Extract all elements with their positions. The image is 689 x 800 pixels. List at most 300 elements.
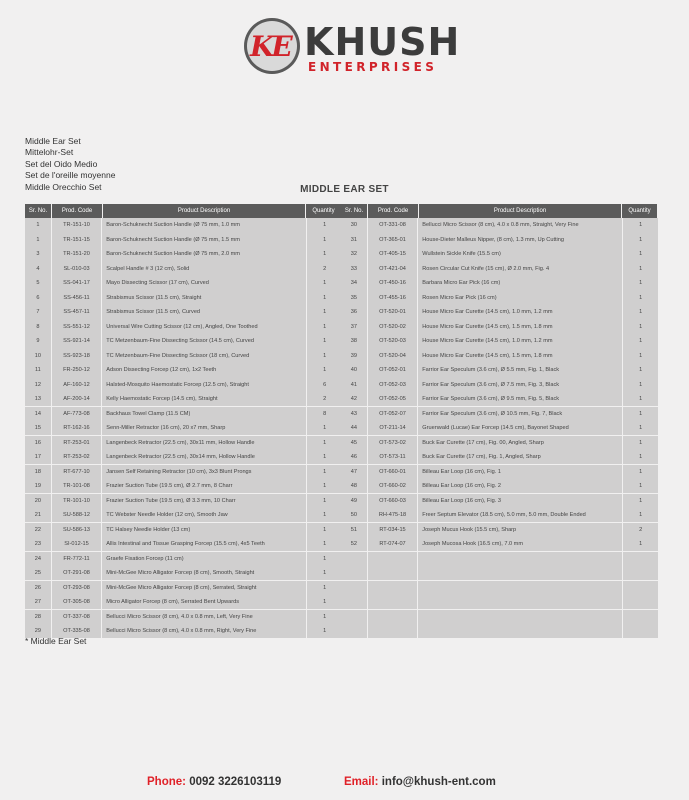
- table-row: [25, 291, 342, 305]
- cell-sr: 50: [341, 508, 367, 522]
- cell-code: OT-520-01: [368, 305, 418, 319]
- cell-desc: Farrior Ear Speculum (3.6 cm), Ø 9.5 mm, Fig. 5, Black: [418, 392, 622, 406]
- cell-sr: 26: [25, 581, 51, 595]
- table-row: [25, 566, 342, 580]
- cell-desc: Mayo Dissecting Scissor (17 cm), Curved: [102, 276, 306, 290]
- cell-qty: 8: [307, 407, 342, 421]
- table-row: [25, 436, 342, 450]
- table-row: [25, 247, 342, 261]
- cell-qty: 1: [307, 595, 342, 609]
- cell-code: OT-450-16: [368, 276, 418, 290]
- cell-qty: 1: [623, 233, 658, 247]
- table-row: [341, 276, 658, 290]
- cell-sr: [341, 581, 367, 595]
- cell-qty: 1: [623, 421, 658, 435]
- cell-sr: [341, 610, 367, 624]
- table-row: [341, 218, 658, 232]
- header-sr: Sr. No.: [25, 204, 51, 218]
- cell-desc: House Micro Ear Curette (14.5 cm), 1.5 mm, 1.8 mm: [418, 320, 622, 334]
- empty-row: [341, 552, 658, 566]
- cell-desc: Bellucci Micro Scissor (8 cm), 4.0 x 0.8 mm, Left, Very Fine: [102, 610, 306, 624]
- cell-sr: 39: [341, 349, 367, 363]
- cell-desc: Freer Septum Elevator (18.5 cm), 5.0 mm, 5.0 mm, Double Ended: [418, 508, 622, 522]
- brand-logo: [244, 18, 461, 78]
- cell-qty: 2: [307, 392, 342, 406]
- cell-desc: Rosen Micro Ear Pick (16 cm): [418, 291, 622, 305]
- cell-code: RT-677-10: [52, 465, 102, 479]
- cell-sr: 5: [25, 276, 51, 290]
- cell-qty: [623, 581, 658, 595]
- email-address: info@khush-ent.com: [381, 776, 496, 788]
- cell-code: OT-573-11: [368, 450, 418, 464]
- cell-desc: Mini-McGee Micro Alligator Forcep (8 cm), Serrated, Straight: [102, 581, 306, 595]
- cell-code: TR-101-10: [52, 494, 102, 508]
- cell-code: OT-455-16: [368, 291, 418, 305]
- cell-qty: 1: [623, 465, 658, 479]
- cell-code: OT-365-01: [368, 233, 418, 247]
- cell-desc: House Micro Ear Curette (14.5 cm), 1.0 mm, 1.2 mm: [418, 305, 622, 319]
- table-row: [341, 465, 658, 479]
- cell-qty: 1: [623, 407, 658, 421]
- table-row: [341, 407, 658, 421]
- cell-desc: Strabismus Scissor (11.5 cm), Curved: [102, 305, 306, 319]
- cell-qty: 1: [307, 479, 342, 493]
- table-row: [341, 523, 658, 537]
- cell-sr: 44: [341, 421, 367, 435]
- table-row: [25, 392, 342, 406]
- set-name-en: Middle Ear Set: [25, 136, 81, 146]
- cell-qty: 1: [307, 334, 342, 348]
- cell-desc: Joseph Mucosa Hook (16.5 cm), 7.0 mm: [418, 537, 622, 551]
- cell-code: OT-660-02: [368, 479, 418, 493]
- cell-desc: Senn-Miller Retractor (16 cm), 20 x7 mm, Sharp: [102, 421, 306, 435]
- cell-sr: 13: [25, 392, 51, 406]
- cell-code: SS-041-17: [52, 276, 102, 290]
- cell-sr: 12: [25, 378, 51, 392]
- cell-sr: 22: [25, 523, 51, 537]
- table-row: [341, 320, 658, 334]
- empty-row: [341, 566, 658, 580]
- cell-code: AF-200-14: [52, 392, 102, 406]
- table-row: [341, 233, 658, 247]
- cell-code: SL-010-03: [52, 262, 102, 276]
- cell-code: RT-253-02: [52, 450, 102, 464]
- cell-desc: Farrior Ear Speculum (3.6 cm), Ø 7.5 mm, Fig. 3, Black: [418, 378, 622, 392]
- table-row: [25, 450, 342, 464]
- cell-sr: 17: [25, 450, 51, 464]
- cell-qty: [623, 566, 658, 580]
- cell-qty: 1: [307, 523, 342, 537]
- cell-qty: 1: [307, 276, 342, 290]
- cell-sr: 38: [341, 334, 367, 348]
- table-row: [25, 479, 342, 493]
- empty-row: [341, 624, 658, 638]
- cell-qty: 1: [623, 320, 658, 334]
- cell-sr: 7: [25, 305, 51, 319]
- cell-qty: 1: [307, 247, 342, 261]
- cell-sr: 34: [341, 276, 367, 290]
- cell-code: TR-151-10: [52, 218, 102, 232]
- cell-code: SI-012-15: [52, 537, 102, 551]
- cell-code: AF-773-08: [52, 407, 102, 421]
- cell-qty: 1: [307, 305, 342, 319]
- cell-sr: 35: [341, 291, 367, 305]
- cell-code: [368, 624, 418, 638]
- cell-desc: Barbara Micro Ear Pick (16 cm): [418, 276, 622, 290]
- cell-desc: TC Webster Needle Holder (12 cm), Smooth Jaw: [102, 508, 306, 522]
- cell-code: TR-151-20: [52, 247, 102, 261]
- header-desc: Product Description: [103, 204, 305, 218]
- cell-code: OT-573-02: [368, 436, 418, 450]
- cell-code: OT-405-15: [368, 247, 418, 261]
- cell-sr: 24: [25, 552, 51, 566]
- table-row: [25, 218, 342, 232]
- cell-desc: [418, 610, 622, 624]
- cell-desc: House Micro Ear Curette (14.5 cm), 1.5 mm, 1.8 mm: [418, 349, 622, 363]
- header-qty: Quantity: [622, 204, 657, 218]
- cell-qty: 1: [623, 494, 658, 508]
- cell-code: OT-520-02: [368, 320, 418, 334]
- cell-desc: Langenbeck Retractor (22.5 cm), 30x11 mm, Hollow Handle: [102, 436, 306, 450]
- cell-sr: 51: [341, 523, 367, 537]
- table-row: [25, 320, 342, 334]
- cell-code: FR-772-11: [52, 552, 102, 566]
- cell-code: OT-052-07: [368, 407, 418, 421]
- cell-code: OT-660-03: [368, 494, 418, 508]
- cell-code: SS-921-14: [52, 334, 102, 348]
- table-row: [25, 610, 342, 624]
- cell-desc: Buck Ear Curette (17 cm), Fig. 1, Angled, Sharp: [418, 450, 622, 464]
- cell-desc: Joseph Mucus Hook (15.5 cm), Sharp: [418, 523, 622, 537]
- cell-sr: 27: [25, 595, 51, 609]
- cell-sr: 32: [341, 247, 367, 261]
- table-row: [25, 465, 342, 479]
- cell-qty: 1: [623, 392, 658, 406]
- cell-desc: Gruenwald (Lucae) Ear Forcep (14.5 cm), Bayonet Shaped: [418, 421, 622, 435]
- cell-qty: 1: [623, 262, 658, 276]
- cell-qty: 1: [623, 218, 658, 232]
- cell-desc: Farrior Ear Speculum (3.6 cm), Ø 5.5 mm, Fig. 1, Black: [418, 363, 622, 377]
- cell-qty: [623, 552, 658, 566]
- cell-sr: 18: [25, 465, 51, 479]
- cell-code: OT-520-03: [368, 334, 418, 348]
- brand-subtitle: ENTERPRISES: [308, 60, 438, 74]
- cell-qty: 1: [623, 363, 658, 377]
- cell-code: RT-162-16: [52, 421, 102, 435]
- empty-row: [341, 595, 658, 609]
- cell-sr: 52: [341, 537, 367, 551]
- table-row: [25, 508, 342, 522]
- cell-qty: 1: [623, 349, 658, 363]
- cell-sr: 49: [341, 494, 367, 508]
- table-row: [341, 363, 658, 377]
- cell-qty: 6: [307, 378, 342, 392]
- phone-label: Phone:: [147, 776, 186, 788]
- cell-desc: [418, 552, 622, 566]
- cell-sr: 20: [25, 494, 51, 508]
- cell-code: OT-052-03: [368, 378, 418, 392]
- cell-code: TR-151-15: [52, 233, 102, 247]
- set-name-it: Middle Orecchio Set: [25, 181, 102, 192]
- cell-qty: 1: [307, 320, 342, 334]
- cell-desc: Scalpel Handle # 3 (12 cm), Solid: [102, 262, 306, 276]
- cell-sr: 31: [341, 233, 367, 247]
- cell-qty: 1: [307, 508, 342, 522]
- logo-monogram: KE: [250, 30, 290, 63]
- cell-desc: Billeau Ear Loop (16 cm), Fig. 1: [418, 465, 622, 479]
- cell-qty: 1: [623, 436, 658, 450]
- cell-desc: Mini-McGee Micro Alligator Forcep (8 cm), Smooth, Straight: [102, 566, 306, 580]
- cell-sr: 9: [25, 334, 51, 348]
- cell-sr: 28: [25, 610, 51, 624]
- cell-sr: [341, 624, 367, 638]
- cell-qty: 1: [623, 291, 658, 305]
- page-title: MIDDLE EAR SET: [300, 184, 389, 195]
- cell-sr: 21: [25, 508, 51, 522]
- cell-sr: 43: [341, 407, 367, 421]
- cell-sr: 25: [25, 566, 51, 580]
- cell-sr: 41: [341, 378, 367, 392]
- cell-qty: 2: [307, 262, 342, 276]
- cell-code: [368, 610, 418, 624]
- cell-desc: Halsted-Mosquito Haemostatic Forcep (12.5 cm), Straight: [102, 378, 306, 392]
- cell-desc: [418, 581, 622, 595]
- cell-qty: 1: [307, 436, 342, 450]
- table-row: [25, 378, 342, 392]
- cell-qty: 1: [307, 610, 342, 624]
- cell-code: [368, 552, 418, 566]
- table-row: [341, 494, 658, 508]
- cell-code: [368, 581, 418, 595]
- set-name-es: Set del Oido Medio: [25, 158, 98, 169]
- cell-qty: 1: [307, 465, 342, 479]
- table-row: [341, 537, 658, 551]
- cell-desc: Rosen Circular Cut Knife (15 cm), Ø 2.0 mm, Fig. 4: [418, 262, 622, 276]
- cell-sr: 16: [25, 436, 51, 450]
- cell-code: OT-211-14: [368, 421, 418, 435]
- cell-qty: 1: [307, 450, 342, 464]
- cell-code: OT-660-01: [368, 465, 418, 479]
- cell-code: OT-293-08: [52, 581, 102, 595]
- cell-qty: 1: [623, 276, 658, 290]
- cell-sr: 45: [341, 436, 367, 450]
- cell-desc: [418, 624, 622, 638]
- table-row: [25, 595, 342, 609]
- header-qty: Quantity: [306, 204, 341, 218]
- cell-qty: 1: [307, 566, 342, 580]
- cell-qty: 1: [307, 233, 342, 247]
- cell-desc: Universal Wire Cutting Scissor (12 cm), Angled, One Toothed: [102, 320, 306, 334]
- cell-desc: Wullstein Sickle Knife (15.5 cm): [418, 247, 622, 261]
- cell-desc: Billeau Ear Loop (16 cm), Fig. 2: [418, 479, 622, 493]
- cell-qty: 1: [623, 334, 658, 348]
- cell-qty: 1: [307, 421, 342, 435]
- cell-desc: TC Metzenbaum-Fine Dissecting Scissor (14.5 cm), Curved: [102, 334, 306, 348]
- cell-sr: 1: [25, 233, 51, 247]
- product-table-left: [25, 204, 342, 639]
- cell-desc: Graefe Fixation Forcep (11 cm): [102, 552, 306, 566]
- cell-desc: House-Dieter Malleus Nipper, (8 cm), 1.3 mm, Up Cutting: [418, 233, 622, 247]
- cell-code: OT-052-05: [368, 392, 418, 406]
- cell-sr: 10: [25, 349, 51, 363]
- cell-desc: Baron-Schuknecht Suction Handle (Ø 75 mm, 1.5 mm: [102, 233, 306, 247]
- cell-sr: 8: [25, 320, 51, 334]
- table-row: [341, 508, 658, 522]
- cell-code: OT-421-04: [368, 262, 418, 276]
- cell-code: RT-034-15: [368, 523, 418, 537]
- table-row: [25, 552, 342, 566]
- cell-sr: 48: [341, 479, 367, 493]
- cell-qty: 1: [623, 508, 658, 522]
- table-row: [341, 262, 658, 276]
- table-row: [341, 421, 658, 435]
- table-row: [341, 436, 658, 450]
- cell-desc: Backhaus Towel Clamp (11.5 CM): [102, 407, 306, 421]
- cell-code: OT-520-04: [368, 349, 418, 363]
- cell-qty: 1: [307, 218, 342, 232]
- cell-code: RT-074-07: [368, 537, 418, 551]
- cell-sr: 11: [25, 363, 51, 377]
- empty-row: [341, 610, 658, 624]
- cell-code: SU-586-13: [52, 523, 102, 537]
- table-row: [25, 581, 342, 595]
- cell-qty: 1: [623, 479, 658, 493]
- table-header: [341, 204, 658, 218]
- cell-qty: [623, 624, 658, 638]
- table-row: [25, 421, 342, 435]
- cell-sr: 30: [341, 218, 367, 232]
- cell-qty: 2: [623, 523, 658, 537]
- cell-code: SS-456-11: [52, 291, 102, 305]
- cell-sr: 4: [25, 262, 51, 276]
- cell-qty: 1: [307, 624, 342, 638]
- cell-desc: [418, 595, 622, 609]
- logo-emblem: [244, 18, 300, 74]
- cell-qty: 1: [307, 537, 342, 551]
- cell-desc: Billeau Ear Loop (16 cm), Fig. 3: [418, 494, 622, 508]
- cell-code: OT-331-08: [368, 218, 418, 232]
- cell-desc: Bellucci Micro Scissor (8 cm), 4.0 x 0.8 mm, Straight, Very Fine: [418, 218, 622, 232]
- cell-sr: 42: [341, 392, 367, 406]
- cell-sr: [341, 552, 367, 566]
- header-desc: Product Description: [419, 204, 621, 218]
- product-table-right: [341, 204, 658, 639]
- cell-code: AF-160-12: [52, 378, 102, 392]
- cell-qty: 1: [623, 247, 658, 261]
- cell-desc: Bellucci Micro Scissor (8 cm), 4.0 x 0.8 mm, Right, Very Fine: [102, 624, 306, 638]
- cell-qty: 1: [307, 349, 342, 363]
- empty-row: [341, 581, 658, 595]
- table-row: [25, 537, 342, 551]
- cell-sr: 6: [25, 291, 51, 305]
- cell-code: [368, 566, 418, 580]
- cell-desc: Adson Dissecting Forcep (12 cm), 1x2 Teeth: [102, 363, 306, 377]
- table-row: [25, 262, 342, 276]
- cell-desc: Allis Intestinal and Tissue Grasping Forcep (15.5 cm), 4x5 Teeth: [102, 537, 306, 551]
- table-row: [25, 334, 342, 348]
- table-row: [341, 349, 658, 363]
- cell-sr: 14: [25, 407, 51, 421]
- email-label: Email:: [344, 776, 379, 788]
- cell-qty: 1: [623, 450, 658, 464]
- table-row: [341, 291, 658, 305]
- cell-code: SS-923-18: [52, 349, 102, 363]
- cell-desc: Farrior Ear Speculum (3.6 cm), Ø 10.5 mm, Fig. 7, Black: [418, 407, 622, 421]
- cell-code: OT-335-08: [52, 624, 102, 638]
- table-row: [341, 378, 658, 392]
- table-row: [25, 233, 342, 247]
- cell-sr: 46: [341, 450, 367, 464]
- cell-sr: 1: [25, 218, 51, 232]
- table-row: [25, 494, 342, 508]
- cell-qty: 1: [623, 378, 658, 392]
- cell-code: FR-250-12: [52, 363, 102, 377]
- cell-desc: Baron-Schuknecht Suction Handle (Ø 75 mm, 2.0 mm: [102, 247, 306, 261]
- cell-sr: 23: [25, 537, 51, 551]
- cell-sr: [341, 595, 367, 609]
- table-row: [341, 334, 658, 348]
- cell-code: TR-101-08: [52, 479, 102, 493]
- cell-sr: [341, 566, 367, 580]
- cell-desc: Kelly Haemostatic Forcep (14.5 cm), Straight: [102, 392, 306, 406]
- phone-contact: [147, 776, 281, 788]
- cell-desc: Baron-Schuknecht Suction Handle (Ø 75 mm, 1.0 mm: [102, 218, 306, 232]
- table-row: [341, 305, 658, 319]
- table-row: [25, 407, 342, 421]
- cell-qty: [623, 610, 658, 624]
- cell-code: OT-052-01: [368, 363, 418, 377]
- cell-desc: Strabismus Scissor (11.5 cm), Straight: [102, 291, 306, 305]
- set-name-fr: Set de l'oreille moyenne: [25, 170, 116, 181]
- cell-desc: TC Halsey Needle Holder (13 cm): [102, 523, 306, 537]
- table-row: [25, 276, 342, 290]
- cell-code: SS-551-12: [52, 320, 102, 334]
- table-row: [25, 305, 342, 319]
- cell-desc: TC Metzenbaum-Fine Dissecting Scissor (18 cm), Curved: [102, 349, 306, 363]
- table-row: [341, 479, 658, 493]
- cell-desc: Frazier Suction Tube (19.5 cm), Ø 3.3 mm, 10 Charr: [102, 494, 306, 508]
- cell-qty: 1: [307, 581, 342, 595]
- table-header: [25, 204, 342, 218]
- cell-sr: 29: [25, 624, 51, 638]
- footnote: * Middle Ear Set: [25, 636, 87, 646]
- header-code: Prod. Code: [368, 204, 418, 218]
- cell-desc: [418, 566, 622, 580]
- cell-sr: 40: [341, 363, 367, 377]
- cell-sr: 3: [25, 247, 51, 261]
- cell-desc: Buck Ear Curette (17 cm), Fig. 00, Angled, Sharp: [418, 436, 622, 450]
- cell-sr: 36: [341, 305, 367, 319]
- cell-code: OT-305-08: [52, 595, 102, 609]
- cell-qty: 1: [623, 305, 658, 319]
- cell-desc: Langenbeck Retractor (22.5 cm), 30x14 mm, Hollow Handle: [102, 450, 306, 464]
- cell-desc: Micro Alligator Forcep (8 cm), Serrated Bent Upwards: [102, 595, 306, 609]
- table-row: [25, 363, 342, 377]
- cell-qty: 1: [623, 537, 658, 551]
- cell-sr: 15: [25, 421, 51, 435]
- cell-qty: 1: [307, 552, 342, 566]
- cell-code: OT-291-08: [52, 566, 102, 580]
- cell-sr: 19: [25, 479, 51, 493]
- cell-desc: Frazier Suction Tube (19.5 cm), Ø 2.7 mm, 8 Charr: [102, 479, 306, 493]
- header-sr: Sr. No.: [341, 204, 367, 218]
- cell-sr: 47: [341, 465, 367, 479]
- cell-qty: [623, 595, 658, 609]
- table-row: [341, 392, 658, 406]
- table-row: [341, 247, 658, 261]
- table-row: [341, 450, 658, 464]
- table-row: [25, 523, 342, 537]
